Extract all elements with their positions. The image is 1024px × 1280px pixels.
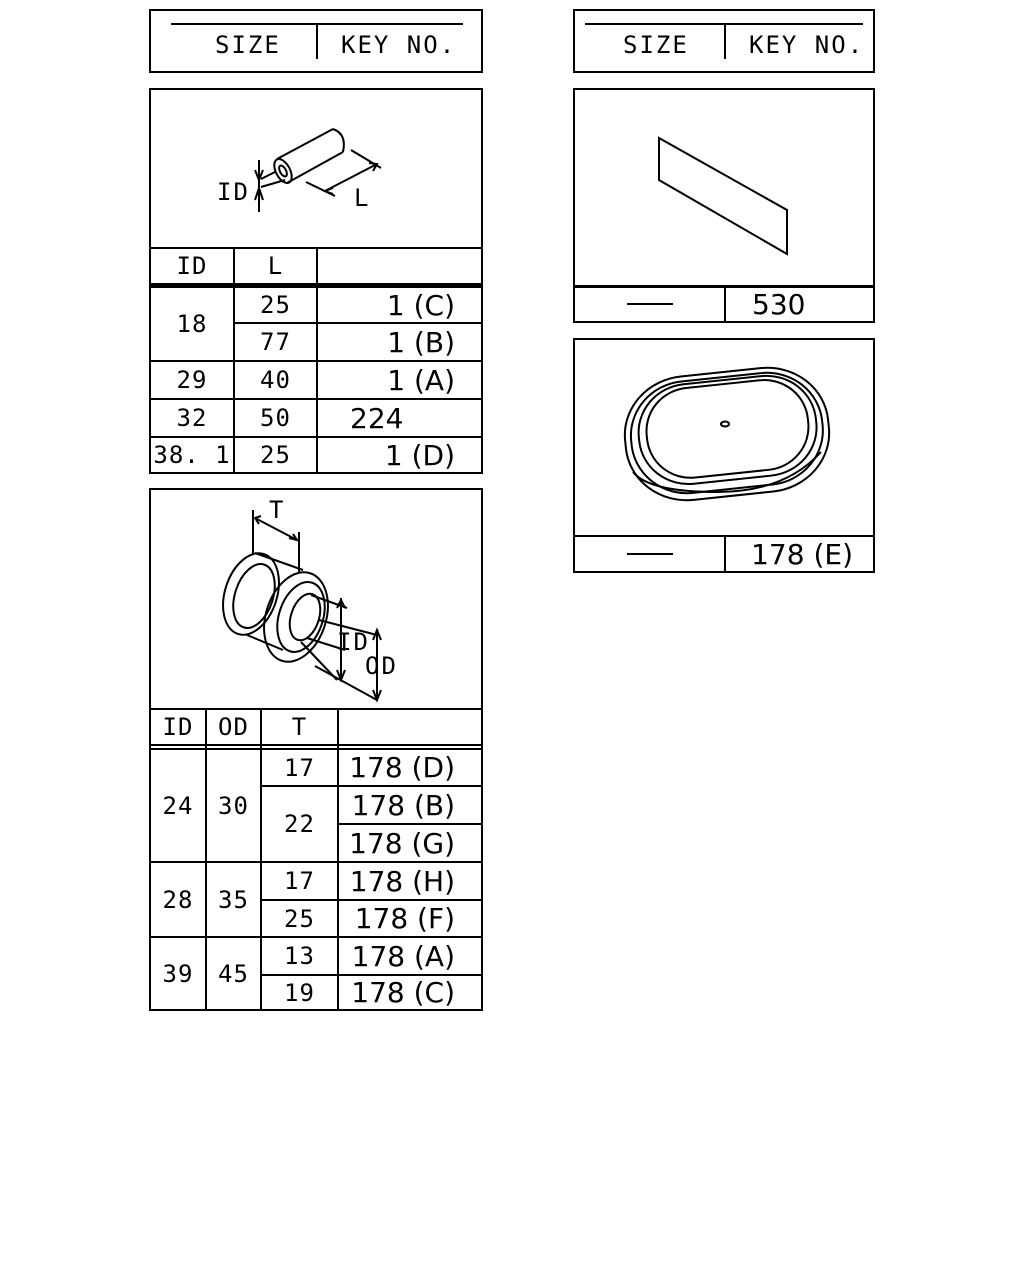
- left-header-box: [149, 9, 483, 73]
- right-header-box: [573, 9, 875, 73]
- tube-id-label: ID: [217, 178, 250, 206]
- grommet-od-cell: 45: [218, 959, 249, 988]
- tube-key-cell: 1 (C): [386, 288, 455, 322]
- col-header-t: T: [291, 713, 308, 741]
- grommet-key-cell: 178 (D): [349, 751, 455, 784]
- grommet-key-cell: 178 (A): [351, 939, 455, 973]
- grommet-id-cell: 28: [162, 885, 194, 914]
- grommet-key-cell: 178 (H): [349, 864, 455, 898]
- grommet-id-label: ID: [337, 628, 370, 656]
- grommet-key-cell: 178 (G): [349, 826, 455, 860]
- tube-panel: [149, 88, 483, 474]
- cap-key-cell: 178 (E): [751, 537, 853, 571]
- grommet-od-label: OD: [365, 652, 398, 680]
- key-no-heading: KEY NO.: [341, 31, 457, 59]
- tube-key-cell: 1 (D): [384, 438, 455, 472]
- tube-l-cell: 50: [260, 404, 291, 432]
- header-divider: [316, 25, 318, 59]
- grommet-key-cell: 178 (F): [354, 902, 455, 935]
- cap-size-cell: [575, 537, 724, 571]
- col-header-id: ID: [176, 252, 208, 280]
- tube-l-cell: 25: [260, 291, 291, 319]
- tube-key-cell: 1 (B): [387, 325, 455, 359]
- tube-icon: [151, 90, 481, 250]
- grommet-thickness-label: T: [269, 496, 286, 524]
- cap-panel: [573, 338, 875, 573]
- tube-id-cell: 32: [176, 404, 208, 432]
- grommet-t-cell: 13: [284, 942, 315, 970]
- grommet-icon: [151, 490, 481, 710]
- tube-id-cell: 38. 1: [153, 441, 231, 469]
- grommet-t-cell: 17: [284, 867, 315, 895]
- grommet-t-cell: 17: [284, 753, 315, 782]
- grommet-od-cell: 35: [218, 885, 249, 914]
- key-no-heading: KEY NO.: [749, 31, 865, 59]
- sheet-key-cell: 530: [752, 288, 806, 321]
- tube-key-cell: 1 (A): [387, 363, 455, 397]
- tube-l-cell: 40: [260, 366, 291, 394]
- grommet-t-cell: 22: [284, 810, 315, 838]
- size-heading: SIZE: [215, 31, 281, 59]
- col-header-od: OD: [218, 713, 249, 741]
- header-divider: [724, 25, 726, 59]
- grommet-t-cell: 19: [284, 978, 315, 1007]
- grommet-key-cell: 178 (B): [351, 788, 455, 822]
- size-heading: SIZE: [623, 31, 689, 59]
- sheet-icon: [575, 90, 873, 285]
- sheet-size-cell: [575, 288, 724, 321]
- table-head-rule: [151, 744, 481, 746]
- col-header-id: ID: [162, 713, 194, 741]
- sheet-panel: [573, 88, 875, 323]
- tube-l-cell: 77: [260, 328, 291, 356]
- col-header-l: L: [267, 252, 284, 280]
- grommet-panel: [149, 488, 483, 1011]
- grommet-t-cell: 25: [284, 904, 315, 933]
- grommet-od-cell: 30: [218, 791, 249, 820]
- grommet-key-cell: 178 (C): [351, 976, 455, 1009]
- tube-id-cell: 29: [176, 366, 208, 394]
- tube-length-label: L: [354, 184, 371, 212]
- tube-id-cell: 18: [176, 310, 208, 338]
- tube-key-cell: 224: [350, 401, 404, 435]
- grommet-id-cell: 39: [162, 959, 194, 988]
- oval-cap-icon: [575, 340, 873, 535]
- grommet-id-cell: 24: [162, 791, 194, 820]
- tube-l-cell: 25: [260, 441, 291, 469]
